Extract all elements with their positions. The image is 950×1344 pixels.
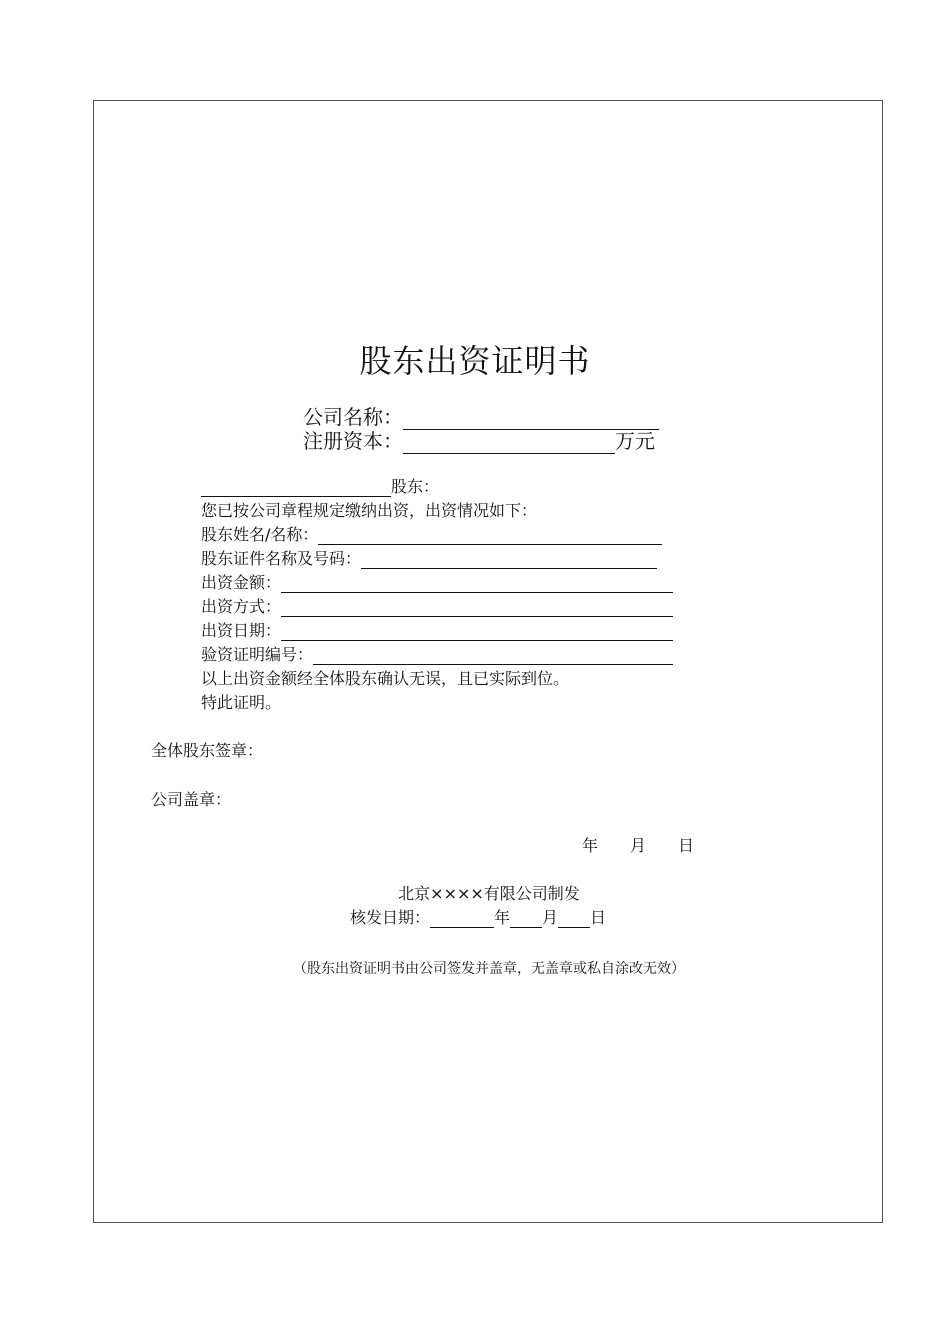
issuer-text: 北京××××有限公司制发 — [398, 884, 580, 903]
shareholder-name-blank[interactable] — [201, 476, 391, 497]
field-label: 出资金额： — [201, 573, 282, 592]
field-verification-number — [201, 643, 673, 665]
issue-day: 日 — [590, 908, 607, 927]
issue-month-blank[interactable] — [510, 907, 542, 928]
intro-text: 您已按公司章程规定缴纳出资，出资情况如下： — [201, 501, 538, 520]
company-name-label: 公司名称： — [303, 405, 403, 429]
field-label: 股东姓名/名称： — [201, 525, 319, 544]
field-shareholder-name — [201, 523, 662, 545]
registered-capital-row — [303, 425, 655, 454]
issue-day-blank[interactable] — [558, 907, 590, 928]
field-blank[interactable] — [313, 644, 673, 665]
field-blank[interactable] — [281, 596, 673, 617]
field-blank[interactable] — [281, 620, 673, 641]
field-capital-date — [201, 619, 673, 641]
registered-capital-blank[interactable] — [403, 431, 615, 454]
field-capital-method — [201, 595, 673, 617]
registered-capital-unit: 万元 — [615, 429, 655, 453]
issue-month: 月 — [542, 908, 559, 927]
field-blank[interactable] — [318, 524, 662, 545]
field-label: 验资证明编号： — [201, 645, 314, 664]
all-shareholders-signature-label: 全体股东签章： — [151, 741, 264, 760]
field-label: 出资日期： — [201, 621, 282, 640]
field-shareholder-id — [201, 547, 657, 569]
issue-date-row — [350, 906, 606, 928]
footnote: （股东出资证明书由公司签发并盖章，无盖章或私自涂改无效） — [293, 961, 685, 977]
document-title: 股东出资证明书 — [359, 342, 591, 380]
shareholder-salutation: 股东： — [391, 477, 440, 496]
field-capital-amount — [201, 571, 673, 593]
date-day: 日 — [678, 836, 695, 855]
shareholder-salutation-row — [201, 475, 439, 497]
hereby-text: 特此证明。 — [201, 693, 282, 712]
company-seal-label: 公司盖章： — [151, 790, 232, 809]
registered-capital-label: 注册资本： — [303, 429, 403, 453]
date-year: 年 — [582, 836, 599, 855]
field-blank[interactable] — [361, 548, 657, 569]
issue-year: 年 — [494, 908, 511, 927]
field-label: 出资方式： — [201, 597, 282, 616]
confirm-text: 以上出资金额经全体股东确认无误，且已实际到位。 — [201, 669, 570, 688]
date-month: 月 — [630, 836, 647, 855]
issue-date-label: 核发日期： — [350, 908, 431, 927]
issue-year-blank[interactable] — [430, 907, 494, 928]
field-blank[interactable] — [281, 572, 673, 593]
field-label: 股东证件名称及号码： — [201, 549, 362, 568]
signing-date — [582, 834, 694, 856]
